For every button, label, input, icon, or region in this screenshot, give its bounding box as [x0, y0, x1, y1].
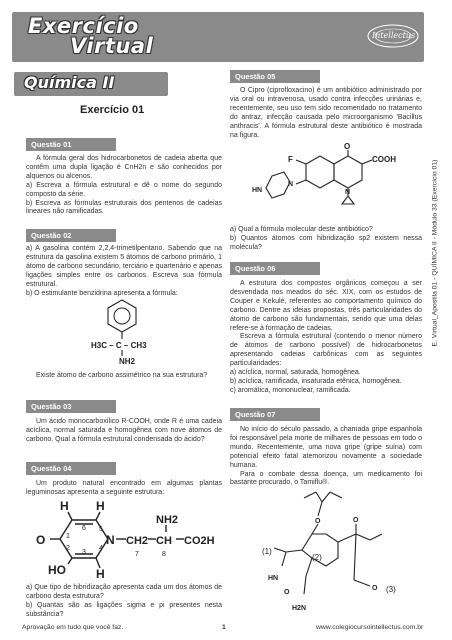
num-4: 4: [99, 545, 103, 552]
q02-p1: a) A gasolina contém 2,2,4-trimetilpentano. Sabendo que na estrutura da gasolina existem 5 átomos de carbono primário, 1 átomo de carbono secundário, terciário e quartenário e apenas ligações simples entre os carbonos. Escreva sua fórmula estrutural.: [26, 245, 222, 288]
q04-p2: a) Que tipo de hibridização apresenta cada um dos átomos de carbono desta estrutura?: [26, 584, 222, 600]
tamiflu-o-carbonyl: O: [353, 517, 359, 524]
banner-title-line2: Virtual: [70, 34, 154, 58]
atom-co2h: CO2H: [184, 535, 215, 547]
q04-p3: b) Quantas são as ligações sigma e pi presentes nesta substância?: [26, 601, 222, 618]
cipro-n-ring: N: [345, 189, 351, 196]
q06-p2: Escreva a fórmula estrutural (contendo o menor número de átomos de carbono possível) de hidrocarbonetos apresentando cadeias carbônicas com as seguintes particularidades:: [230, 333, 422, 368]
cipro-o: O: [344, 142, 351, 151]
header-banner: [12, 12, 424, 62]
cipro-structure: [250, 142, 410, 216]
tamiflu-o-ester: O: [372, 585, 378, 592]
q07-text: [230, 426, 422, 488]
q07-label: Questão 07: [230, 408, 320, 421]
q05-label: Questão 05: [230, 70, 320, 83]
q05-p3: b) Quantos átomos com hibridização sp2 existem nessa molécula?: [230, 234, 422, 251]
side-caption-text: E. Virtual_Apostila 01 - QUÍMICA II - Módulo 33 (Exercício 01): [431, 159, 439, 347]
subject-title: Química II: [24, 73, 115, 92]
q01-p3: b) Escreva as fórmulas estruturais dos pentenos de cadeias lineares não ramificadas.: [26, 199, 222, 216]
tamiflu-label-3: (3): [386, 585, 396, 594]
tamiflu-hn: HN: [268, 575, 279, 582]
atom-h-top-left: H: [60, 499, 69, 513]
tamiflu-label-1: (1): [262, 547, 272, 556]
footer-slogan: Aprovação em tudo que você faz.: [22, 624, 124, 631]
cipro-f: F: [288, 155, 293, 164]
cipro-n-piperazine: N: [288, 181, 294, 188]
q04-label: Questão 04: [26, 462, 116, 475]
tamiflu-label-2: (2): [312, 553, 322, 562]
q04-p1: Um produto natural encontrado em algumas plantas leguminosas apresenta a seguinte estrutura:: [26, 480, 222, 496]
atom-h-top-right: H: [96, 499, 105, 513]
num-2: 2: [66, 545, 70, 552]
q02-p3: Existe átomo de carbono assimétrico na sua estrutura?: [36, 372, 208, 379]
q02-label: Questão 02: [26, 229, 116, 242]
intellectus-logo: [366, 22, 420, 50]
benz-chain: H3C – C – CH3: [91, 341, 147, 350]
atom-h-bottom: H: [96, 567, 105, 581]
q02-text: [26, 245, 222, 298]
num-6: 6: [82, 525, 86, 532]
cipro-cooh: COOH: [372, 155, 396, 164]
tamiflu-structure: [256, 490, 426, 614]
side-caption: [428, 20, 442, 350]
q01-label: Questão 01: [26, 138, 116, 151]
q03-label: Questão 03: [26, 400, 116, 413]
num-8: 8: [162, 551, 166, 558]
q06-p1: A estrutura dos compostos orgânicos começou a ser desvendada nos meados do séc. XIX, com os estudos de Couper e Kekulé, referentes ao comportamento químico do carbono. Dentre as ideias propostas, três particularidades do átomo de carbono são fundamentais, sendo que uma delas refere-se à formação de cadeias.: [230, 280, 422, 332]
atom-ho: HO: [48, 563, 66, 577]
tamiflu-o-ether: O: [315, 518, 321, 525]
q05-questions: [230, 226, 422, 253]
q05-p2: a) Qual a fórmula molecular deste antibiótico?: [230, 226, 373, 233]
atom-ch2: CH2: [126, 535, 149, 547]
q01-text: [26, 155, 222, 217]
q03-p1: Um ácido monocarboxílico R-COOH, onde R é uma cadeia acíclica, normal saturada e homogênea com nove átomos de carbono. Qual a fórmula estrutural condensada do ácido?: [26, 418, 222, 443]
atom-o: O: [36, 533, 46, 547]
q01-p2: a) Escreva a fórmula estrutural e dê o nome do segundo composto da série.: [26, 181, 222, 198]
logo-text: Intellectus: [372, 31, 416, 40]
atom-nh2: NH2: [156, 514, 179, 526]
q07-p2: Para o combate dessa doença, um medicamento foi bastante procurado, o Tamiflu®.: [230, 470, 422, 487]
cipro-hn: HN: [252, 187, 263, 194]
q06-p3: a) acíclica, normal, saturada, homogênea.: [230, 369, 361, 377]
exercise-title: Exercício 01: [80, 104, 145, 116]
q01-p1: A fórmula geral dos hidrocarbonetos de cadeia aberta que contêm uma dupla ligação é CnH2n e são conhecidos por alquenos ou alcenos.: [26, 155, 222, 180]
tamiflu-o-amide: O: [284, 589, 290, 596]
num-3: 3: [82, 549, 86, 556]
benz-nh2: NH2: [119, 357, 136, 366]
num-5: 5: [99, 526, 103, 533]
q04-questions: [26, 584, 222, 620]
footer-website: www.colegiocursointellectus.com.br: [316, 624, 424, 631]
subject-banner: [14, 72, 168, 96]
num-1: 1: [66, 533, 70, 540]
q05-p1: O Cipro (ciprofloxacino) é um antibiótico administrado por via oral ou intravenosa, usado contra infecções urinárias e, recentemente, seu uso tem sido recomendado no tratamento do antraz, infecção causada pelo microorganismo 'Bacillus anthracis'. A fórmula estrutural deste antibiótico é mostrada na figura.: [230, 87, 422, 139]
atom-ch: CH: [156, 535, 172, 547]
banner-title-line1: Exercício: [28, 14, 139, 38]
q06-text: [230, 280, 422, 396]
num-7: 7: [135, 551, 139, 558]
q06-label: Questão 06: [230, 262, 320, 275]
benzedrine-structure: [86, 298, 186, 366]
q02-p2: b) O estimulante benzidrina apresenta a fórmula:: [26, 289, 178, 297]
q07-p1: No início do século passado, a chamada gripe espanhola foi responsável pela morte de milhares de pessoas em todo o mundo. Recentemente, uma nova gripe (gripe suína) com potencial efeito fatal atemorizou novamente a sociedade humana.: [230, 426, 422, 469]
mimosine-structure: [30, 498, 226, 580]
q06-p4: b) acíclica, ramificada, insaturada etênica, homogênea.: [230, 377, 402, 385]
atom-n: N: [106, 533, 115, 547]
q06-p5: c) aromática, mononuclear, ramificada.: [230, 386, 351, 394]
tamiflu-h2n: H2N: [292, 605, 307, 612]
page-number: 1: [222, 624, 226, 631]
